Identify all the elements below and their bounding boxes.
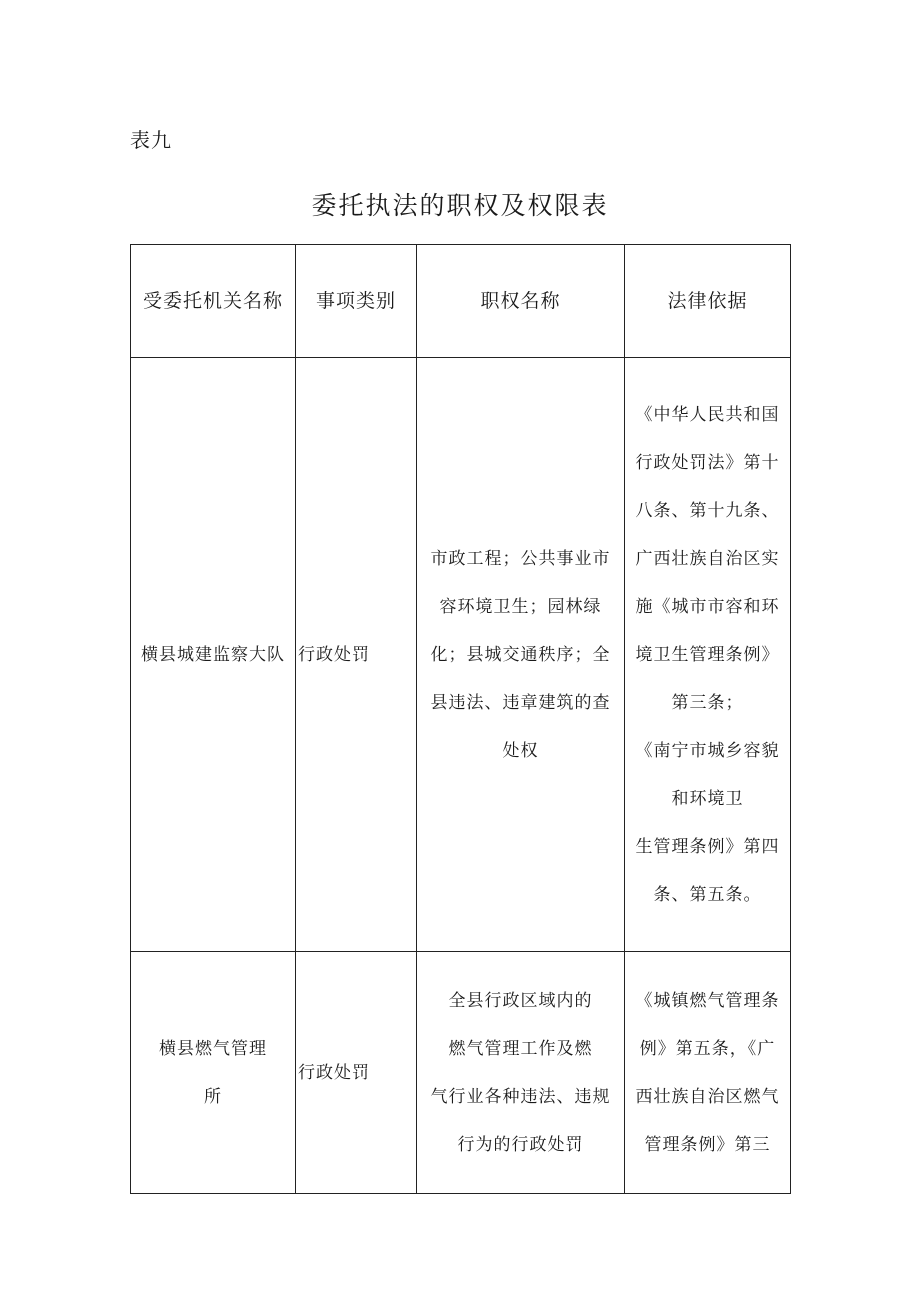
- cell-text-line: 行政处罚法》第十: [635, 452, 780, 473]
- cell-text-line: 处权: [502, 740, 539, 761]
- header-legal-basis: 法律依据: [625, 245, 791, 358]
- agency-cell: [131, 358, 296, 952]
- header-category: 事项类别: [296, 245, 417, 358]
- cell-text-line: 《中华人民共和国: [635, 404, 780, 425]
- table-row: [131, 358, 791, 952]
- cell-text-line: 行为的行政处罚: [457, 1134, 584, 1155]
- cell-text-line: 化；县城交通秩序；全: [430, 644, 611, 665]
- cell-text-line: 西壮族自治区燃气: [635, 1086, 780, 1107]
- cell-text-line: 广西壮族自治区实: [635, 548, 780, 569]
- cell-text-line: 管理条例》第三: [644, 1134, 771, 1155]
- table-row: [131, 952, 791, 1194]
- category-cell: 行政处罚: [296, 952, 417, 1194]
- cell-text-line: 全县行政区域内的: [448, 990, 593, 1011]
- cell-text-line: 境卫生管理条例》: [635, 644, 780, 665]
- cell-text-line: 条、第五条。: [653, 884, 762, 905]
- agency-cell: [131, 952, 296, 1194]
- table-number-label: 表九: [130, 128, 172, 152]
- cell-text-line: 八条、第十九条、: [635, 500, 780, 521]
- cell-text-line: 例》第五条，《广: [639, 1038, 776, 1059]
- cell-text-line: 和环境卫: [671, 788, 744, 809]
- cell-text-line: 《城镇燃气管理条: [635, 990, 780, 1011]
- legal-basis-cell: [625, 358, 791, 952]
- duty-cell: [417, 358, 625, 952]
- cell-text-line: 《南宁市城乡容貌: [635, 740, 780, 761]
- header-duty: 职权名称: [417, 245, 625, 358]
- cell-text-line: 县违法、违章建筑的查: [430, 692, 611, 713]
- cell-text-line: 市政工程；公共事业市: [430, 548, 611, 569]
- cell-text-line: 所: [204, 1086, 222, 1107]
- header-agency: 受委托机关名称: [131, 245, 296, 358]
- cell-text-line: 容环境卫生；园林绿: [439, 596, 602, 617]
- duty-cell: [417, 952, 625, 1194]
- cell-text-line: 施《城市市容和环: [635, 596, 780, 617]
- table-header-row: [131, 245, 791, 358]
- legal-basis-cell: [625, 952, 791, 1194]
- cell-text-line: 横县燃气管理: [159, 1038, 267, 1059]
- cell-text-line: 生管理条例》第四: [635, 836, 780, 857]
- authority-table: [130, 244, 791, 1194]
- category-cell: 行政处罚: [296, 358, 417, 952]
- cell-text-line: 气行业各种违法、违规: [430, 1086, 611, 1107]
- cell-text-line: 横县城建监察大队: [141, 644, 285, 665]
- document-title: 委托执法的职权及权限表: [311, 191, 609, 220]
- cell-text-line: 第三条；: [671, 692, 744, 713]
- cell-text-line: 燃气管理工作及燃: [448, 1038, 593, 1059]
